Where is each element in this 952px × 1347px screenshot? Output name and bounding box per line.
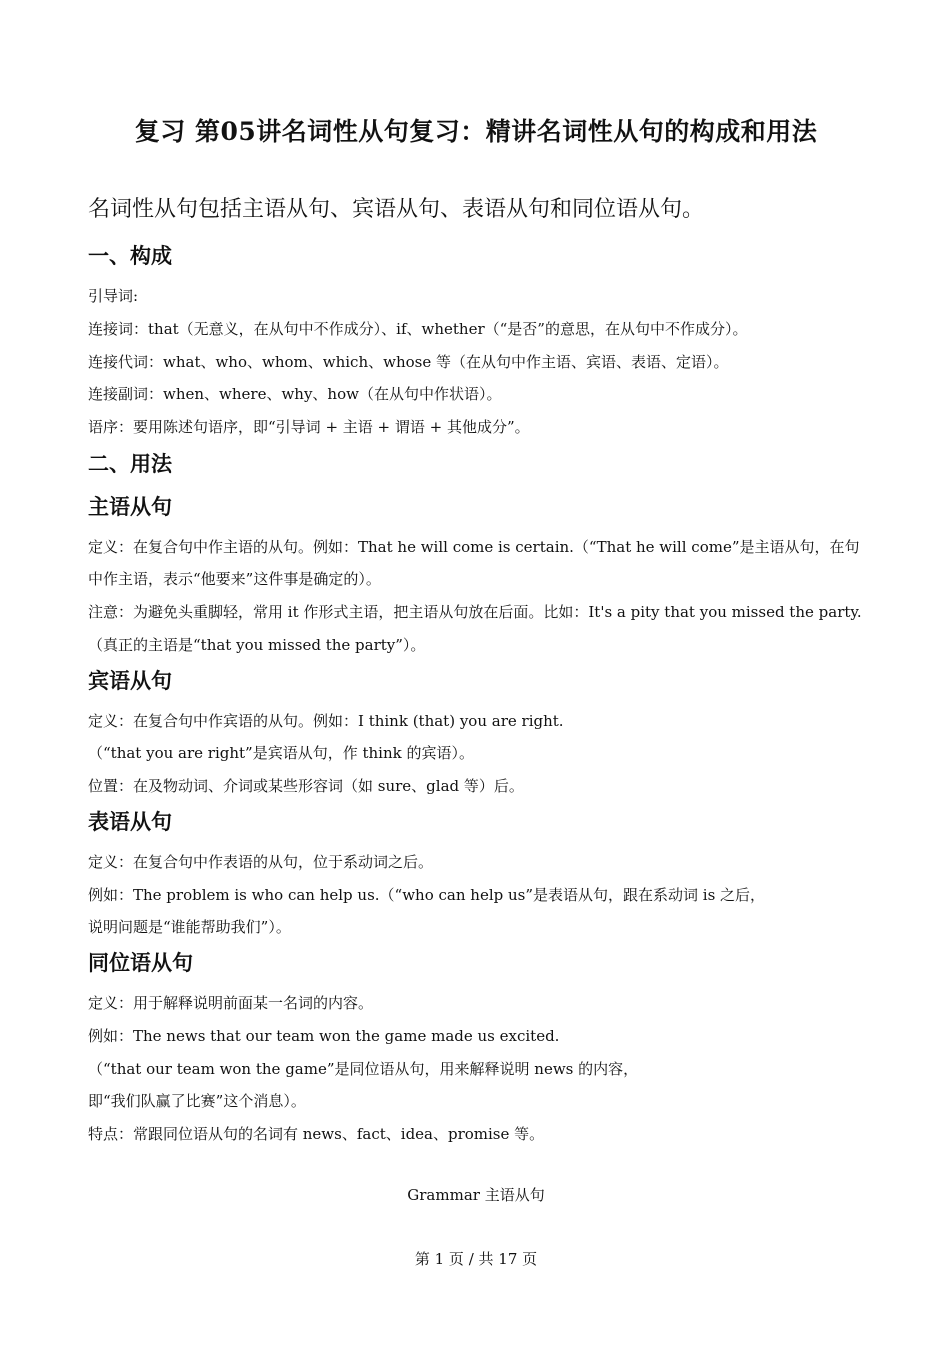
appositive-clause-line: 即“我们队赢了比赛”这个消息）。 (88, 1092, 306, 1110)
section-heading-composition: 一、构成 (88, 243, 172, 268)
composition-line: 语序：要用陈述句语序，即“引导词 + 主语 + 谓语 + 其他成分”。 (88, 418, 530, 436)
subheading-subject-clause: 主语从句 (88, 494, 172, 519)
figure-caption: Grammar 主语从句 (407, 1186, 545, 1204)
subject-clause-line: 定义：在复合句中作主语的从句。例如：That he will come is certain.（“That he will come”是主语从句，在句 (88, 538, 860, 556)
composition-line: 连接词：that（无意义，在从句中不作成分）、if、whether（“是否”的意思，在从句中不作成分）。 (88, 320, 748, 338)
predicative-clause-line: 定义：在复合句中作表语的从句，位于系动词之后。 (88, 853, 434, 871)
subheading-object-clause: 宾语从句 (88, 668, 172, 693)
appositive-clause-line: 例如：The news that our team won the game made us excited. (88, 1027, 560, 1045)
predicative-clause-line: 例如：The problem is who can help us.（“who can help us”是表语从句，跟在系动词 is 之后， (88, 886, 766, 904)
object-clause-line: 定义：在复合句中作宾语的从句。例如：I think (that) you are right. (88, 712, 564, 730)
appositive-clause-line: （“that our team won the game”是同位语从句，用来解释说明 news 的内容， (88, 1060, 639, 1078)
subject-clause-line: 注意：为避免头重脚轻，常用 it 作形式主语，把主语从句放在后面。比如：It's a pity that you missed the party. (88, 603, 862, 621)
object-clause-line: （“that you are right”是宾语从句，作 think 的宾语）。 (88, 744, 474, 762)
page-title: 复习 第05讲名词性从句复习：精讲名词性从句的构成和用法 (134, 117, 818, 146)
subject-clause-line: （真正的主语是“that you missed the party”）。 (88, 636, 426, 654)
subject-clause-line: 中作主语，表示“他要来”这件事是确定的）。 (88, 570, 381, 588)
appositive-clause-line: 特点：常跟同位语从句的名词有 news、fact、idea、promise 等。 (88, 1125, 545, 1143)
subheading-appositive-clause: 同位语从句 (88, 950, 193, 975)
section-heading-usage: 二、用法 (88, 451, 172, 476)
composition-line: 连接副词：when、where、why、how（在从句中作状语）。 (88, 385, 502, 403)
composition-line: 引导词: (88, 287, 139, 305)
subheading-predicative-clause: 表语从句 (88, 809, 172, 834)
predicative-clause-line: 说明问题是“谁能帮助我们”）。 (88, 918, 291, 936)
page-number-footer: 第 1 页 / 共 17 页 (414, 1250, 538, 1268)
intro-text: 名词性从句包括主语从句、宾语从句、表语从句和同位语从句。 (88, 197, 705, 222)
appositive-clause-line: 定义：用于解释说明前面某一名词的内容。 (88, 994, 374, 1012)
object-clause-line: 位置：在及物动词、介词或某些形容词（如 sure、glad 等）后。 (88, 777, 524, 795)
composition-line: 连接代词：what、who、whom、which、whose 等（在从句中作主语、宾语、表语、定语）。 (88, 353, 729, 371)
